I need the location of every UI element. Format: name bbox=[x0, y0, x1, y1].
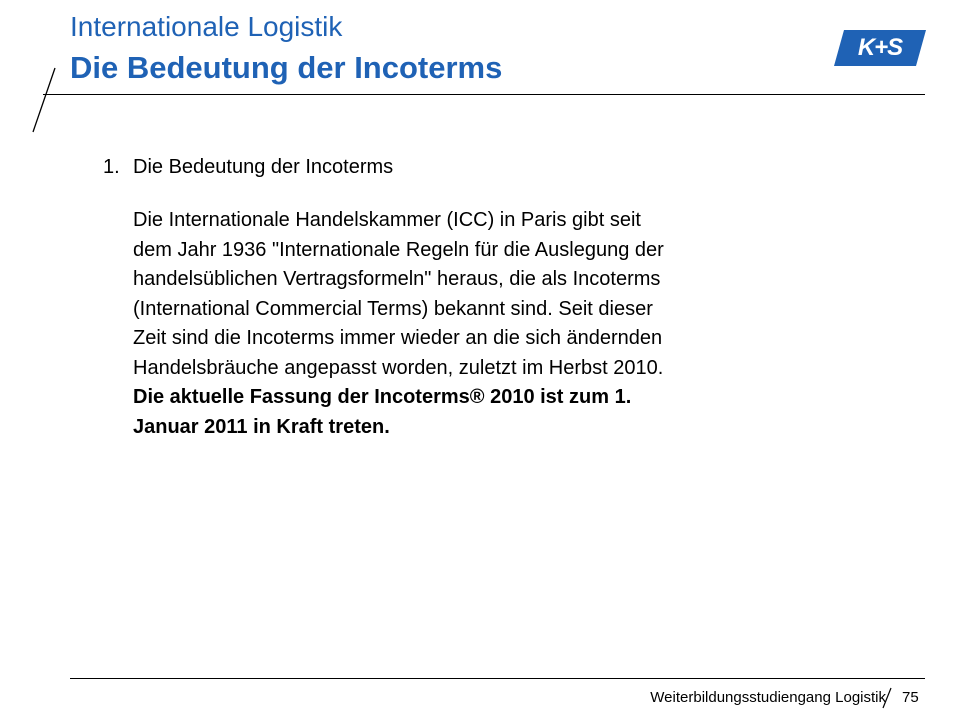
paragraph-line: dem Jahr 1936 "Internationale Regeln für die Auslegung der bbox=[133, 238, 664, 261]
paragraph-line: handelsüblichen Vertragsformeln" heraus, die als Incoterms bbox=[133, 268, 661, 290]
footer-program-name: Weiterbildungsstudiengang Logistik bbox=[650, 689, 886, 706]
list-item-number: 1. bbox=[103, 156, 120, 178]
list-item-title: Die Bedeutung der Incoterms bbox=[133, 156, 394, 178]
company-logo bbox=[834, 30, 926, 66]
paragraph-line: Die Internationale Handelskammer (ICC) in Paris gibt seit bbox=[133, 209, 641, 231]
paragraph-line: (International Commercial Terms) bekannt sind. Seit dieser bbox=[133, 297, 653, 320]
header-divider bbox=[43, 94, 925, 95]
paragraph-bold-line: Januar 2011 in Kraft treten. bbox=[133, 415, 390, 438]
decorative-slash-mark bbox=[0, 0, 80, 140]
page-subtitle: Internationale Logistik bbox=[70, 11, 343, 42]
paragraph-line: Handelsbräuche angepasst worden, zuletzt im Herbst 2010. bbox=[133, 356, 664, 379]
paragraph-line: Zeit sind die Incoterms immer wieder an die sich ändernden bbox=[133, 327, 663, 349]
footer-slash-mark bbox=[880, 686, 894, 710]
logo-text: K+S bbox=[857, 34, 903, 61]
page-number: 75 bbox=[902, 689, 919, 706]
body-paragraph bbox=[133, 206, 793, 442]
footer-divider bbox=[70, 678, 925, 679]
page-title: Die Bedeutung der Incoterms bbox=[70, 50, 503, 85]
paragraph-bold-line: Die aktuelle Fassung der Incoterms® 2010 ist zum 1. bbox=[133, 386, 632, 408]
